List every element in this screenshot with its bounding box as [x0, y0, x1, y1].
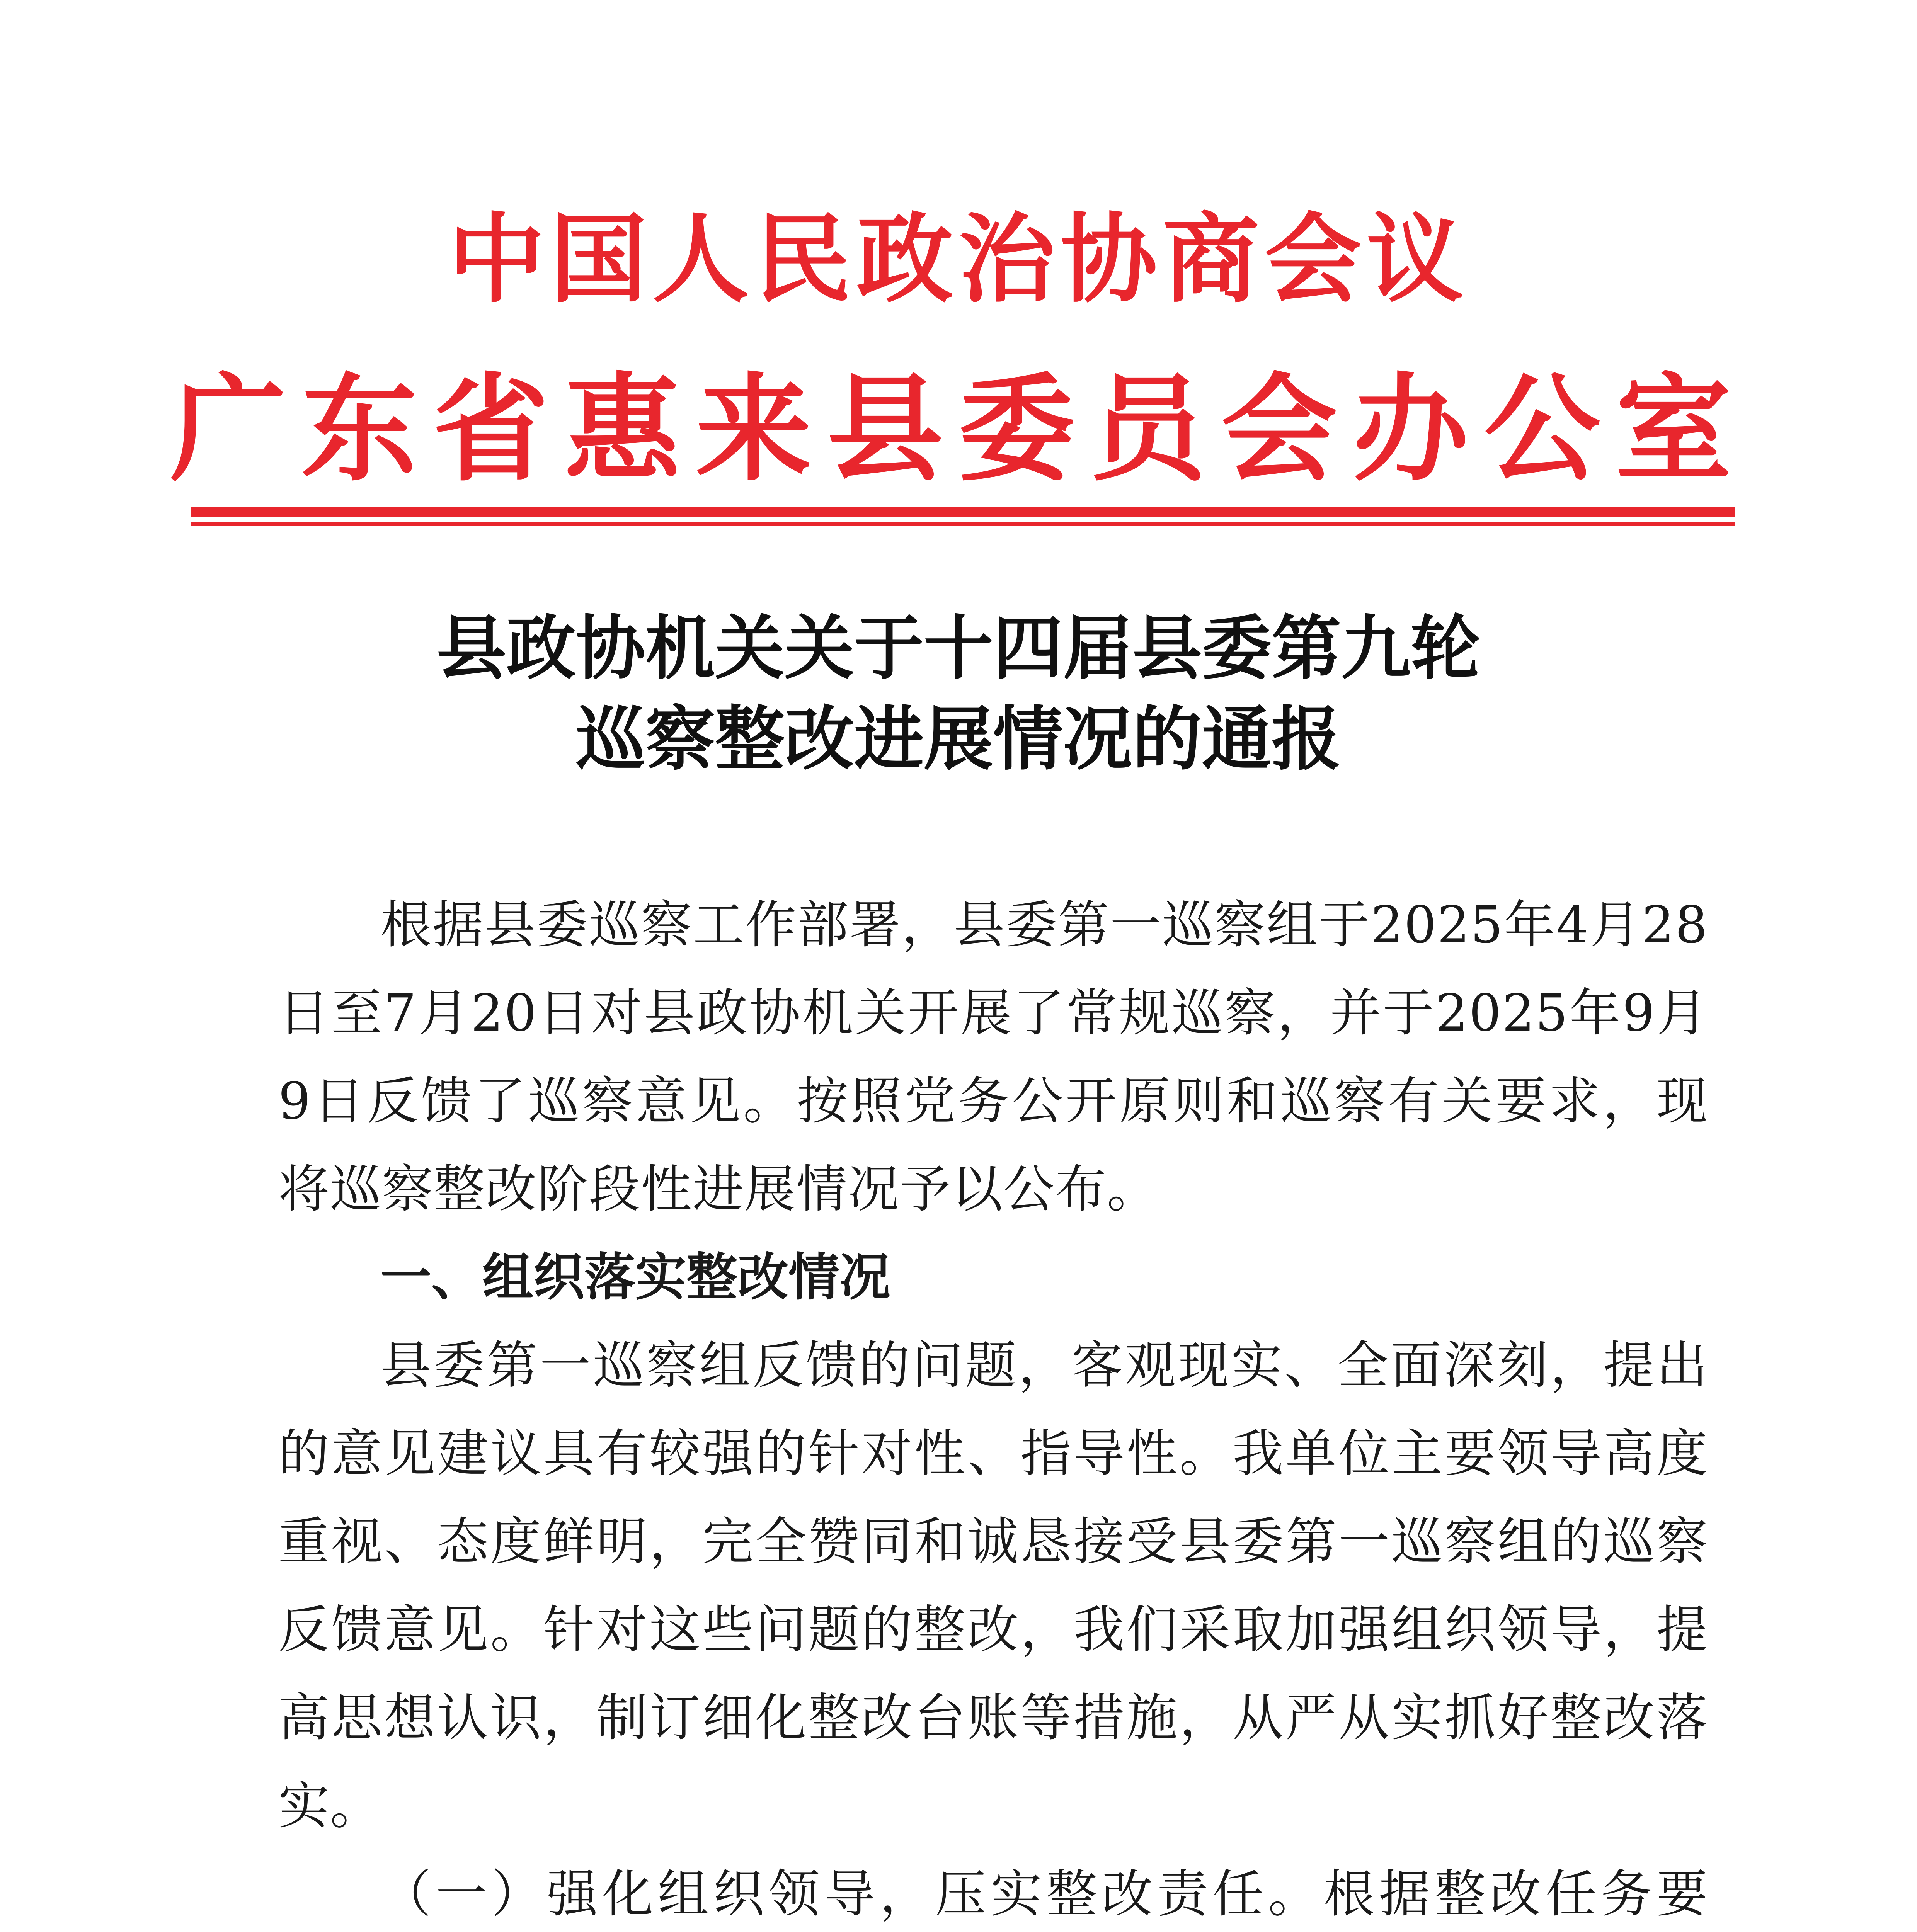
divider-thick-line — [191, 507, 1735, 517]
document-title — [0, 603, 1917, 784]
body-paragraph-3: （一）强化组织领导，压实整改责任。根据整改任务要 — [380, 1864, 1708, 1924]
divider-thin-line — [191, 522, 1735, 526]
letterhead-line2: 广东省惠来县委员会办公室 — [170, 361, 1747, 497]
document-body — [278, 881, 1708, 1932]
title-line1: 县政协机关关于十四届县委第九轮 — [436, 607, 1480, 689]
letterhead-line1: 中国人民政治协商会议 — [448, 202, 1469, 316]
title-line2: 巡察整改进展情况的通报 — [575, 698, 1341, 780]
body-paragraph-2: 县委第一巡察组反馈的问题，客观现实、全面深刻，提出的意见建议具有较强的针对性、指导性。我单位主要领导高度重视、态度鲜明，完全赞同和诚恳接受县委第一巡察组的巡察反馈意见。针对这些问题的整改，我们采取加强组织领导，提高思想认识，制订细化整改台账等措施，从严从实抓好整改落实。 — [278, 1336, 1708, 1836]
letterhead-divider — [191, 507, 1735, 526]
body-paragraph-1: 根据县委巡察工作部署，县委第一巡察组于2025年4月28日至7月20日对县政协机关开展了常规巡察，并于2025年9月9日反馈了巡察意见。按照党务公开原则和巡察有关要求，现将巡察整改阶段性进展情况予以公布。 — [278, 895, 1708, 1219]
section-heading-1: 一、组织落实整改情况 — [380, 1248, 890, 1307]
